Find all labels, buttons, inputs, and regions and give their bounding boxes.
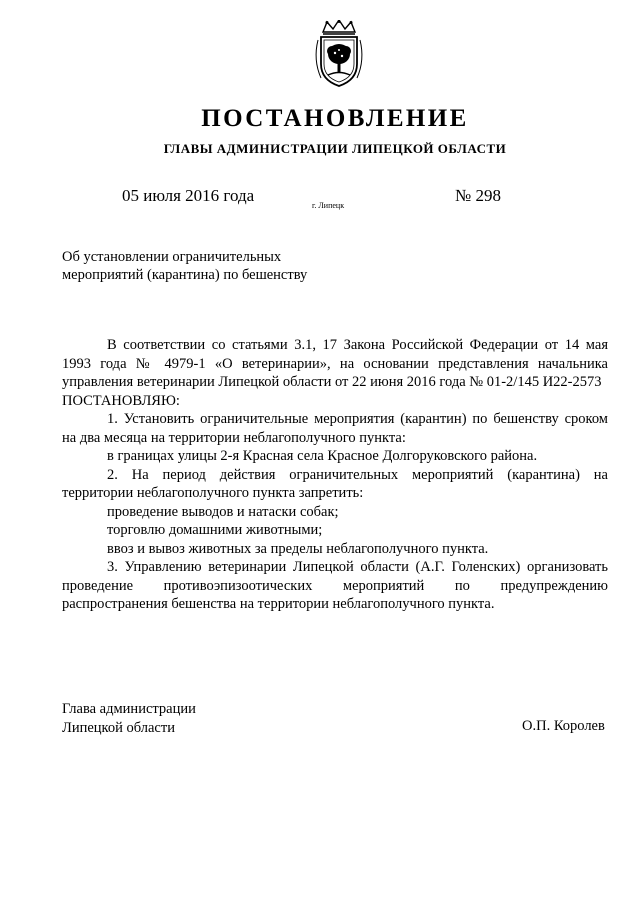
subject-line-2: мероприятий (карантина) по бешенству [62,267,308,283]
item-2-paragraph: 2. На период действия ограничительных мероприятий (карантина) на территории неблагополучного пункта запретить: [62,466,608,501]
signature-name: О.П. Королев [522,718,605,734]
document-subtitle: ГЛАВЫ АДМИНИСТРАЦИИ ЛИПЕЦКОЙ ОБЛАСТИ [163,141,507,156]
subject-line-1: Об установлении ограничительных [62,249,282,265]
document-date: 05 июля 2016 года [122,186,255,205]
document-subject [62,248,362,284]
item-2-sub-1: проведение выводов и натаски собак; [107,503,339,520]
decree-word: ПОСТАНОВЛЯЮ: [62,392,180,409]
document-city: г. Липецк [312,201,345,210]
document-body [62,336,608,614]
document-title: ПОСТАНОВЛЕНИЕ [201,105,469,132]
signature-position-line-2: Липецкой области [62,719,175,736]
item-2-sub-2: торговлю домашними животными; [107,522,323,538]
document-number: № 298 [455,186,501,205]
coat-of-arms-icon [309,20,369,88]
item-1-sub: в границах улицы 2-я Красная села Красное Долгоруковского района. [107,448,538,464]
signature-position [62,700,196,737]
item-1-paragraph: 1. Установить ограничительные мероприятия (карантин) по бешенству сроком на два месяца на территории неблагополучного пункта: [62,411,608,446]
preamble-paragraph: В соответствии со статьями 3.1, 17 Закона Российской Федерации от 14 мая 1993 года № 4979-1 «О ветеринарии», на основании представления начальника управления ветеринарии Липецкой области от 22 июня 2016 года № 01-2/145 И22-2573 [62,337,608,390]
item-2-sub-3: ввоз и вывоз животных за пределы неблагополучного пункта. [107,540,489,557]
item-3-paragraph: 3. Управлению ветеринарии Липецкой области (А.Г. Голенских) организовать проведение противоэпизоотических мероприятий по предупреждению распространения бешенства на территории неблагополучного пункта. [62,559,608,612]
signature-position-line-1: Глава администрации [62,701,196,717]
